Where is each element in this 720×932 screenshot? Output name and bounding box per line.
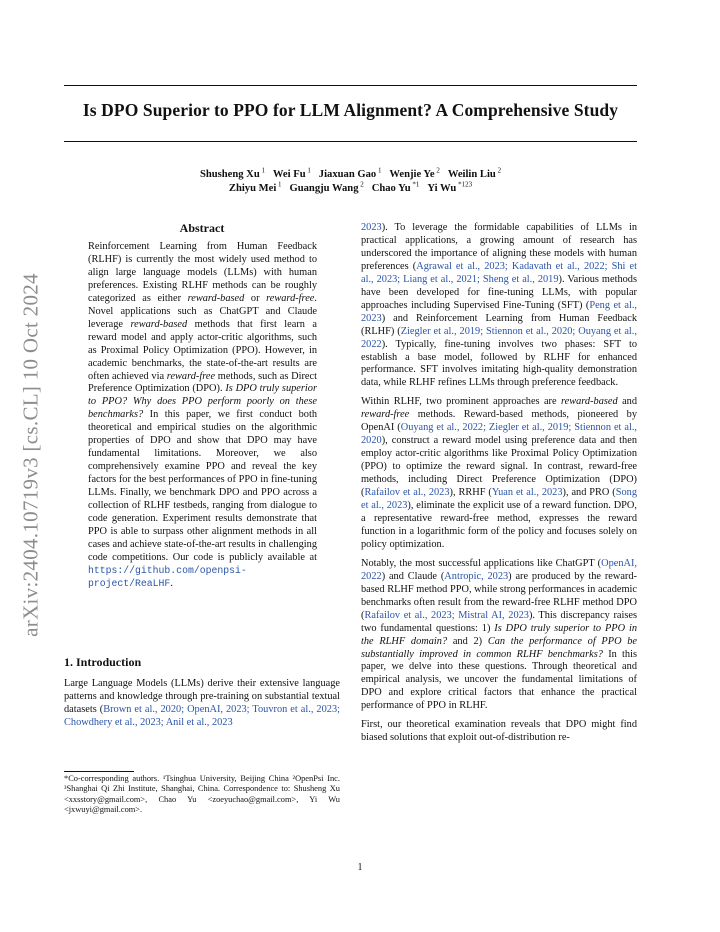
intro-text: ). Typically, fine-tuning involves two phases: SFT to establish a base model, followed by RLHF for enhanced performance. SFT involves imitating high-quality demonstration data, while RLHF refines LLMs through preference feedback.: [361, 338, 637, 389]
abstract-text: Reinforcement Learning from Human Feedback (RLHF) is currently the most widely used method to align large language models (LLMs) with human preferences. Existing RLHF methods can be roughly categorized as either: [88, 241, 317, 304]
author-affiliation-mark: 1: [305, 166, 311, 174]
right-column: [361, 222, 637, 745]
abstract-em: reward-based: [187, 292, 245, 304]
citation-link[interactable]: OpenAI, 2022: [361, 557, 637, 582]
intro-text: methods. Reward-based methods, pioneered by OpenAI (: [361, 409, 637, 434]
left-column-intro: [64, 678, 340, 762]
author-name: Zhiyu Mei $^1$: [228, 180, 282, 194]
author-affiliation-mark: *123: [456, 180, 473, 188]
author-name: Wei Fu $^1$: [272, 166, 311, 180]
intro-text: ), eliminate the explicit use of a reward function. DPO, a representative reward-free method, expresses the reward function in a logarithmic form of the policy and focuses solely on policy optimization.: [361, 500, 637, 550]
intro-text: Large Language Models (LLMs) derive their extensive language patterns and knowledge through pre-training on substantial textual datasets (: [64, 678, 340, 715]
author-affiliation-mark: 2: [358, 180, 364, 188]
intro-text: ), and PRO (: [562, 487, 616, 499]
author-name: Jiaxuan Gao $^1$: [318, 166, 382, 180]
author-affiliation-mark: 2: [495, 166, 502, 174]
abstract-text: In this paper, we first conduct both theoretical and empirical studies on the algorithmic properties of DPO and show that DPO may have fundamental limitations. Moreover, we also comprehensively examine PPO and reveal the key factors for the best performances of PPO in fine-tuning LLMs. Finally, we benchmark DPO and PPO across a collection of RLHF testbeds, ranging from dialogue to code generation. Experiment results demonstrate that PPO is able to surpass other alignment methods in all cases and achieve state-of-the-art results in challenging code competitions. Our code is publicly available at: [88, 409, 317, 563]
abstract-em: Is DPO truly superior to PPO? Why does PPO perform poorly on these benchmarks?: [88, 383, 317, 421]
intro-text: ). To leverage the formidable capabilities of LLMs in practical applications, a growing amount of research has underscored the importance of aligning these models with human preferences (: [361, 222, 637, 272]
author-name: Shusheng Xu $^1$: [199, 166, 265, 180]
paper-title: Is DPO Superior to PPO for LLM Alignment? A Comprehensive Study: [82, 100, 619, 120]
author-line-1: [64, 166, 637, 180]
citation-link[interactable]: Peng et al., 2023: [361, 299, 637, 324]
citation-link[interactable]: Rafailov et al., 2023: [364, 487, 450, 499]
abstract-text: or: [250, 292, 260, 304]
abstract-em: reward-free: [166, 370, 216, 382]
intro-text: ), construct a reward model using preference data and then employ actor-critic algorithms like Proximal Policy Optimization (PPO) to optimize the reward signal. In contrast, reward-free methods, including Direct Preference Optimization (DPO) (: [361, 435, 637, 499]
code-url-link[interactable]: https://github.com/openpsi-project/ReaLHF: [88, 564, 247, 589]
intro-text: and 2): [452, 635, 483, 647]
citation-link[interactable]: Ziegler et al., 2019; Stiennon et al., 2020; Ouyang et al., 2022: [361, 325, 637, 350]
title-bottom-rule: [64, 141, 637, 142]
intro-paragraph-1: [64, 678, 340, 730]
citation-link[interactable]: Ouyang et al., 2022; Ziegler et al., 2019; Stiennon et al., 2020: [361, 422, 637, 447]
intro-paragraph-2: [361, 396, 637, 551]
abstract-em: reward-free: [266, 292, 315, 304]
author-name: Guangju Wang $^2$: [289, 180, 364, 194]
intro-em: reward-free: [361, 409, 410, 421]
intro-em: Is DPO truly superior to PPO in the RLHF domain?: [361, 622, 637, 647]
intro-text: and: [622, 396, 638, 408]
intro-text: In this paper, we delve into these questions. Through theoretical and empirical analysis, we uncover the fundamental limitations of DPO and explore critical factors that enhance the practical performance of PPO in RLHF.: [361, 648, 637, 712]
citation-link[interactable]: Antropic, 2023: [444, 570, 509, 582]
intro-text: ) are produced by the reward-based RLHF method PPO, while strong performances in academic benchmarks often result from the reward-free RLHF method DPO (: [361, 570, 637, 621]
intro-text: First, our theoretical examination reveals that DPO might find biased solutions that exploit out-of-distribution re-: [361, 719, 637, 744]
author-name: Wenjie Ye $^2$: [389, 166, 440, 180]
citation-link[interactable]: Rafailov et al., 2023; Mistral AI, 2023: [364, 609, 529, 621]
abstract-em: reward-based: [130, 318, 188, 330]
footnote-rule: [64, 771, 134, 772]
intro-paragraph-1-cont: [361, 222, 637, 390]
title-top-rule: [64, 85, 637, 86]
intro-em: Can the performance of PPO be substantially improved in common RLHF benchmarks?: [361, 635, 638, 660]
citation-link[interactable]: Agrawal et al., 2023; Kadavath et al., 2022; Shi et al., 2023; Liang et al., 2021; Sheng et al., 2019: [361, 260, 637, 285]
author-line-2: [64, 180, 637, 194]
arxiv-stamp: arXiv:2404.10719v3 [cs.CL] 10 Oct 2024: [18, 273, 43, 637]
author-affiliation-mark: *1: [410, 180, 420, 188]
citation-link[interactable]: Song et al., 2023: [361, 487, 638, 512]
intro-text: ) and Reinforcement Learning from Human Feedback (RLHF) (: [361, 312, 637, 337]
author-affiliation-mark: 2: [434, 166, 440, 174]
intro-paragraph-3: [361, 558, 637, 713]
citation-link[interactable]: Yuan et al., 2023: [491, 487, 563, 499]
intro-text: ). Various methods have been developed for fine-tuning LLMs, with popular approaches including Supervised Fine-Tuning (SFT) (: [361, 273, 637, 311]
citation-link[interactable]: 2023: [361, 222, 382, 233]
intro-text: ), RRHF (: [449, 487, 492, 499]
abstract-text: . Novel applications such as ChatGPT and Claude leverage: [88, 292, 317, 330]
abstract-text: methods that first learn a reward model and apply actor-critic algorithms, such as Proximal Policy Optimization (PPO). However, in academic benchmarks, the state-of-the-art results are often achieved via: [88, 318, 317, 382]
author-name: Yi Wu $^{*123}$: [427, 180, 473, 194]
intro-text: ) and Claude (: [381, 570, 445, 582]
intro-em: reward-based: [560, 396, 618, 408]
intro-paragraph-4: [361, 719, 637, 745]
abstract-body: [88, 241, 317, 591]
intro-text: ). This discrepancy raises two fundamental questions: 1): [361, 609, 638, 634]
citation-link[interactable]: Brown et al., 2020; OpenAI, 2023; Touvron et al., 2023; Chowdhery et al., 2023; Anil et al., 2023: [64, 703, 340, 728]
page-number: 1: [357, 862, 363, 873]
author-affiliation-mark: 1: [259, 166, 265, 174]
abstract-heading: Abstract: [179, 221, 225, 235]
intro-text: Notably, the most successful applications like ChatGPT (: [361, 557, 602, 569]
author-affiliation-mark: 1: [276, 180, 282, 188]
introduction-heading: 1. Introduction: [64, 655, 142, 669]
footnote: *Co-corresponding authors. ¹Tsinghua University, Beijing China ²OpenPsi Inc. ³Shanghai Qi Zhi Institute, Shanghai, China. Correspondence to: Shusheng Xu <xxsstory@gmail.com>, Chao Yu <zoeyuchao@gmail.com>, Yi Wu <jxwuyi@gmail.com>.: [64, 774, 340, 815]
abstract-text: methods, such as Direct Preference Optimization (DPO).: [88, 370, 317, 395]
author-affiliation-mark: 1: [376, 166, 382, 174]
author-name: Chao Yu $^{*1}$: [371, 180, 420, 194]
abstract-text: .: [170, 577, 173, 589]
intro-text: Within RLHF, two prominent approaches are: [361, 396, 557, 408]
author-name: Weilin Liu $^2$: [447, 166, 502, 180]
